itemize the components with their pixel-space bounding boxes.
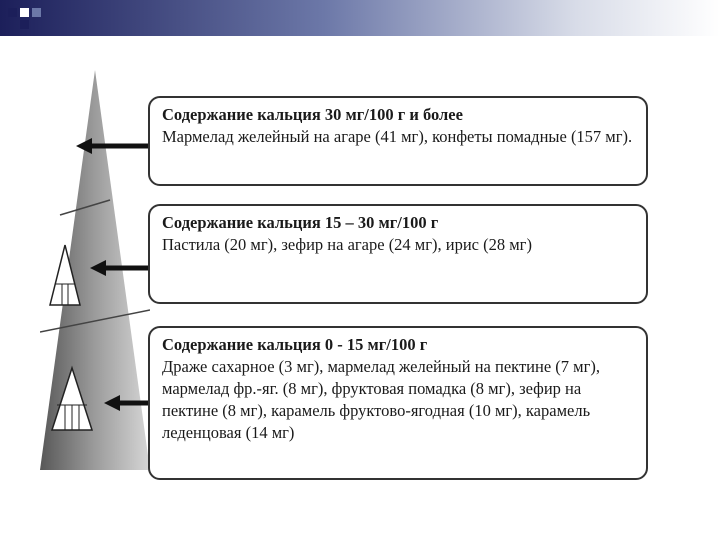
decor-square-icon (8, 8, 17, 17)
box-body: Пастила (20 мг), зефир на агаре (24 мг), ирис (28 мг) (162, 235, 532, 254)
calcium-level-box-low (148, 326, 648, 480)
slide-header-bar (0, 0, 720, 36)
box-body: Мармелад желейный на агаре (41 мг), конфеты помадные (157 мг). (162, 127, 633, 146)
decor-square-icon (32, 8, 41, 17)
calcium-level-box-high (148, 96, 648, 186)
box-body: Драже сахарное (3 мг), мармелад желейный на пектине (7 мг), мармелад фр.-яг. (8 мг), фруктовая помадка (8 мг), зефир на пектине (8 мг), карамель фруктово-ягодная (10 мг), карамель леденцовая (14 мг) (162, 357, 600, 442)
decor-square-icon (20, 20, 29, 29)
box-title: Содержание кальция 15 – 30 мг/100 г (162, 213, 439, 232)
arrow-icon (104, 393, 152, 413)
box-title: Содержание кальция 0 - 15 мг/100 г (162, 335, 428, 354)
arrow-icon (76, 136, 150, 156)
arrow-icon (90, 258, 150, 278)
decor-square-icon (20, 8, 29, 17)
box-title: Содержание кальция 30 мг/100 г и более (162, 105, 463, 124)
calcium-level-box-medium (148, 204, 648, 304)
